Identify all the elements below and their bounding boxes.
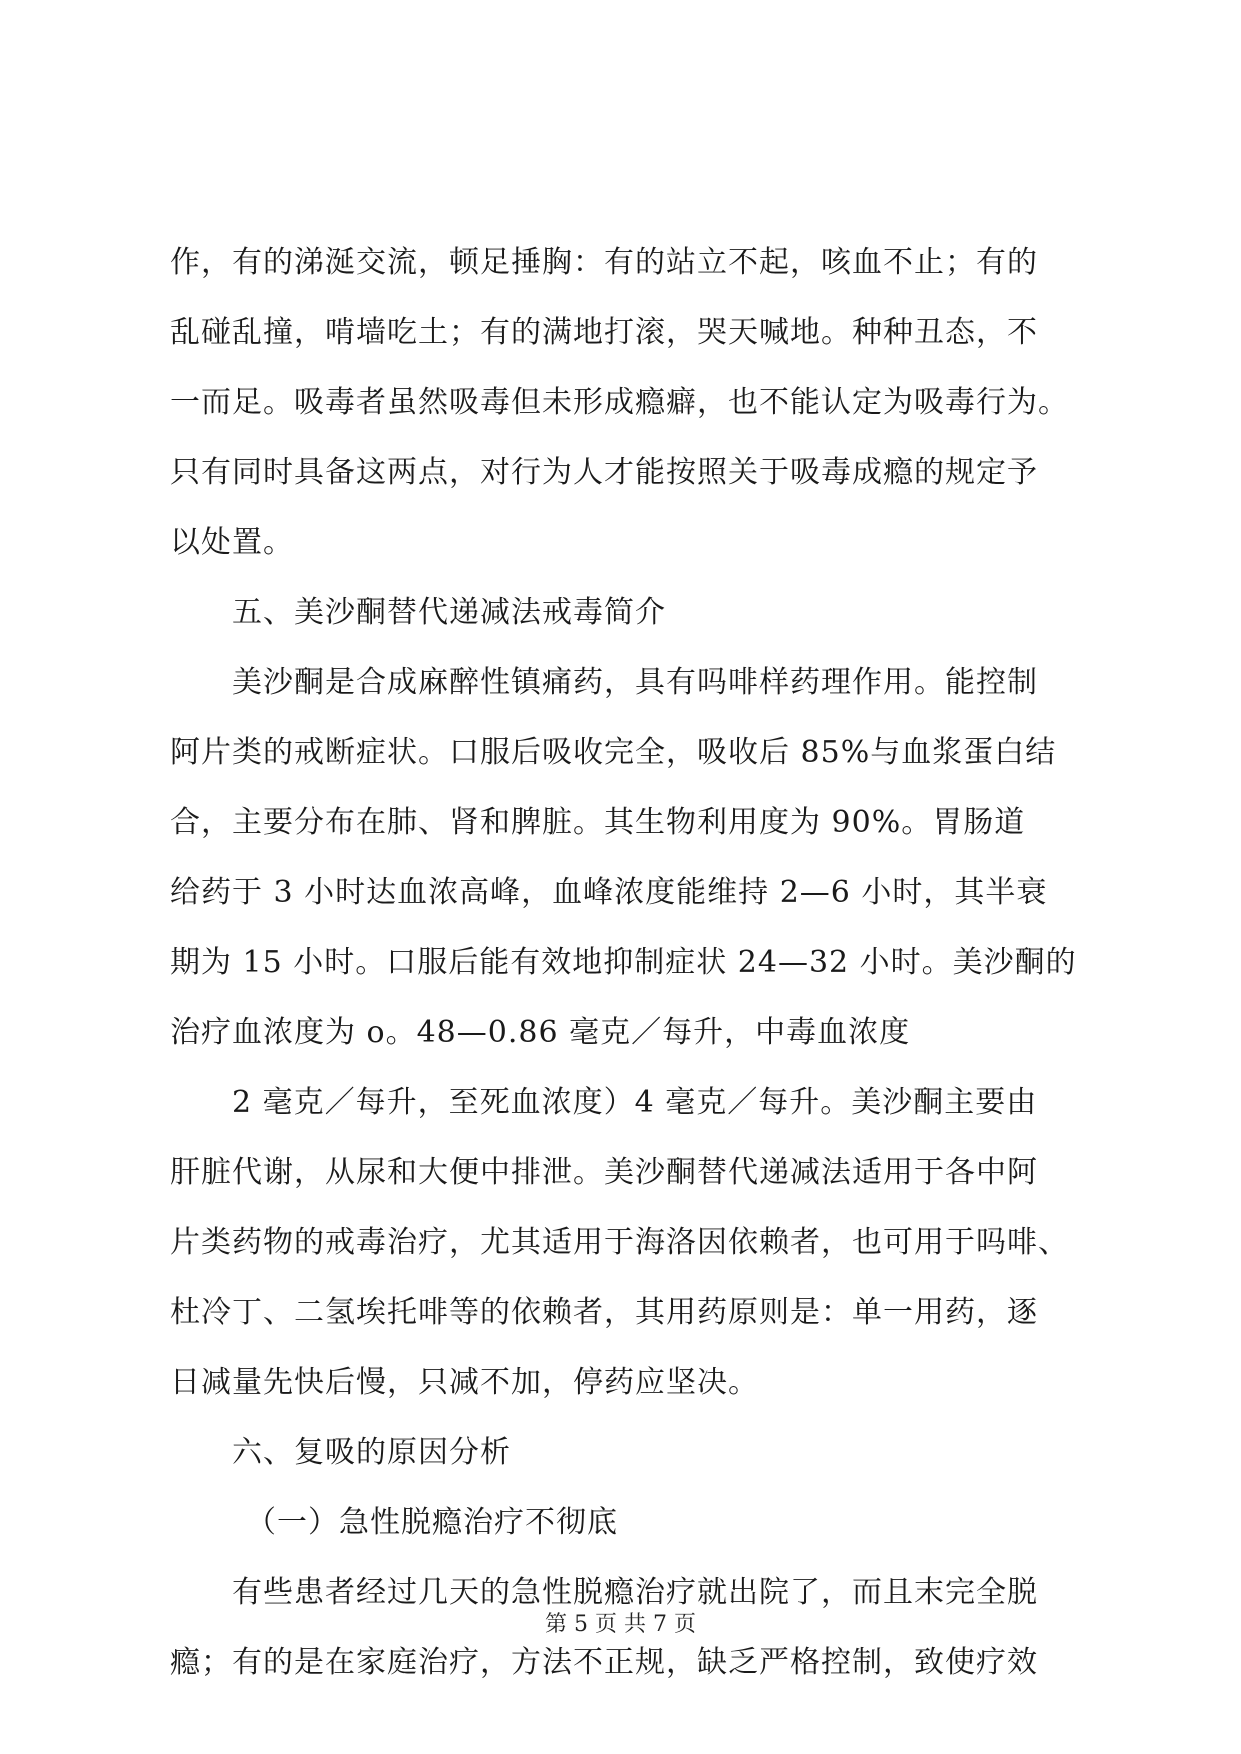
text-line: 杜冷丁、二氢埃托啡等的依赖者，其用药原则是：单一用药，逐 (170, 1295, 1038, 1330)
text-line: 2 毫克／每升，至死血浓度）4 毫克／每升。美沙酮主要由 (232, 1085, 1038, 1120)
document-body (170, 228, 1080, 1698)
text-line: 乱碰乱撞，啃墙吃土；有的满地打滚，哭天喊地。种种丑态，不 (170, 315, 1038, 350)
page-footer: 第 5 页 共 7 页 (545, 1612, 696, 1637)
text-line: 治疗血浓度为 o。48—0.86 毫克／每升，中毒血浓度 (170, 1015, 911, 1050)
text-line: 期为 15 小时。口服后能有效地抑制症状 24—32 小时。美沙酮的 (170, 945, 1077, 980)
text-line: 作，有的涕涎交流，顿足捶胸：有的站立不起，咳血不止；有的 (170, 245, 1038, 280)
text-line: 合，主要分布在肺、肾和脾脏。其生物利用度为 90%。胃肠道 (170, 805, 1026, 840)
text-line: 只有同时具备这两点，对行为人才能按照关于吸毒成瘾的规定予 (170, 455, 1038, 490)
subsection-heading: （一）急性脱瘾治疗不彻底 (246, 1505, 618, 1540)
text-line: 以处置。 (170, 525, 294, 560)
text-line: 给药于 3 小时达血浓高峰，血峰浓度能维持 2—6 小时，其半衰 (170, 875, 1048, 910)
text-line: 有些患者经过几天的急性脱瘾治疗就出院了，而且末完全脱 (232, 1575, 1038, 1610)
text-line: 日减量先快后慢，只减不加，停药应坚决。 (170, 1365, 759, 1400)
text-line: 美沙酮是合成麻醉性镇痛药，具有吗啡样药理作用。能控制 (232, 665, 1038, 700)
text-line: 片类药物的戒毒治疗，尤其适用于海洛因依赖者，也可用于吗啡、 (170, 1225, 1069, 1260)
text-line: 一而足。吸毒者虽然吸毒但未形成瘾癖，也不能认定为吸毒行为。 (170, 385, 1069, 420)
text-line: 肝脏代谢，从尿和大便中排泄。美沙酮替代递减法适用于各中阿 (170, 1155, 1038, 1190)
text-line: 阿片类的戒断症状。口服后吸收完全，吸收后 85%与血浆蛋白结 (170, 735, 1057, 770)
text-line: 瘾；有的是在家庭治疗，方法不正规，缺乏严格控制，致使疗效 (170, 1645, 1038, 1680)
section-heading: 五、美沙酮替代递减法戒毒简介 (232, 595, 666, 630)
section-heading: 六、复吸的原因分析 (232, 1435, 511, 1470)
